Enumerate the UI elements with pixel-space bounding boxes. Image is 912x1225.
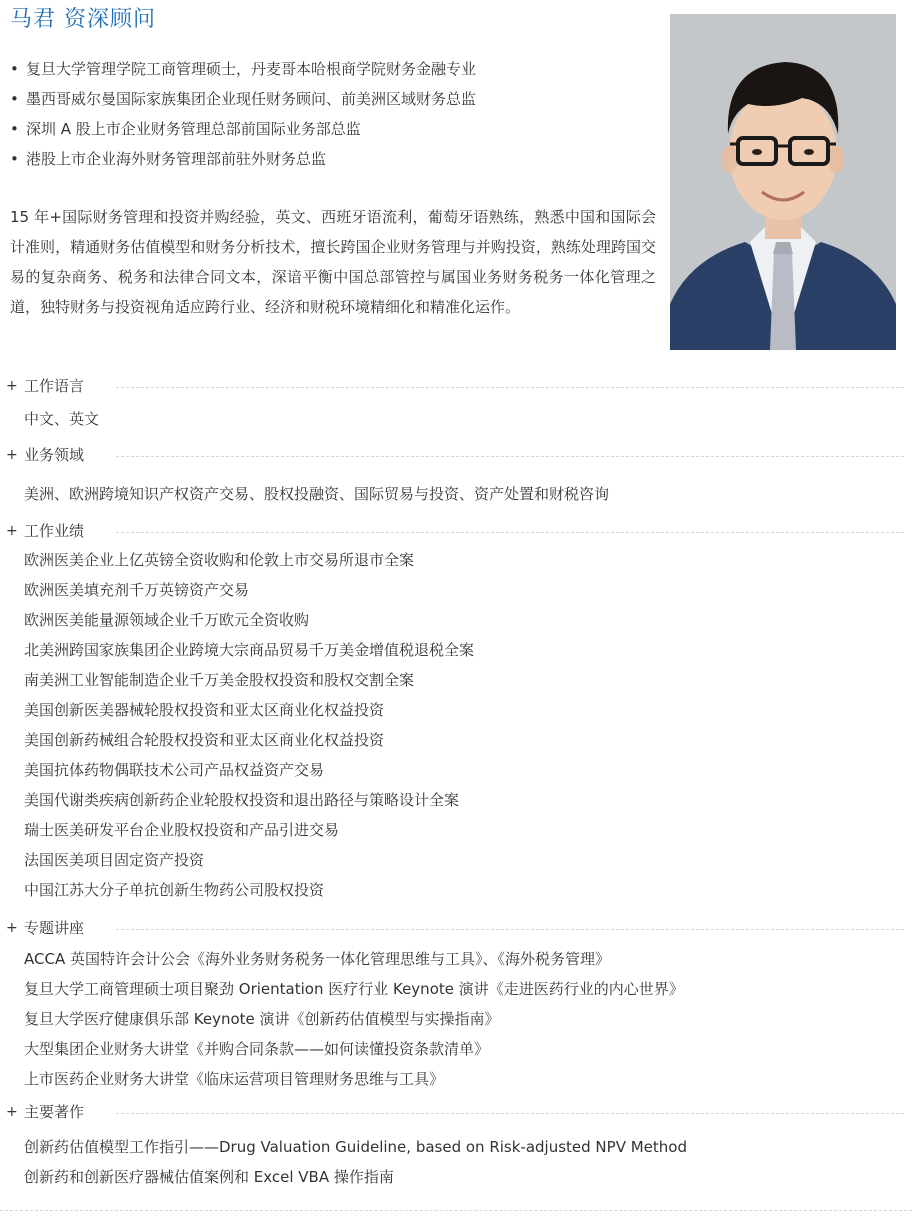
portrait-photo bbox=[670, 14, 896, 350]
divider bbox=[116, 1113, 904, 1114]
divider bbox=[116, 532, 904, 533]
list-item: 复旦大学医疗健康俱乐部 Keynote 演讲《创新药估值模型与实操指南》 bbox=[24, 1010, 500, 1028]
section-items bbox=[24, 1132, 687, 1192]
bottom-divider bbox=[0, 1210, 912, 1211]
list-item: 上市医药企业财务大讲堂《临床运营项目管理财务思维与工具》 bbox=[24, 1070, 445, 1088]
profile-title: 马君 资深顾问 bbox=[10, 7, 156, 32]
section-header[interactable] bbox=[6, 917, 904, 939]
section-header[interactable] bbox=[6, 520, 904, 542]
list-item: 美国创新药械组合轮股权投资和亚太区商业化权益投资 bbox=[24, 731, 385, 749]
list-item: 北美洲跨国家族集团企业跨境大宗商品贸易千万美金增值税退税全案 bbox=[24, 641, 475, 659]
section-items bbox=[24, 944, 684, 1094]
section-achievements bbox=[6, 520, 904, 899]
list-item: 复旦大学工商管理硕士项目聚劲 Orientation 医疗行业 Keynote 演讲《走进医药行业的内心世界》 bbox=[24, 980, 684, 998]
divider bbox=[116, 456, 904, 457]
section-lectures bbox=[6, 917, 904, 1088]
list-item: 法国医美项目固定资产投资 bbox=[24, 851, 205, 869]
list-item: 美国抗体药物偶联技术公司产品权益资产交易 bbox=[24, 761, 325, 779]
section-items bbox=[24, 479, 609, 509]
list-item: 美国创新医美器械轮股权投资和亚太区商业化权益投资 bbox=[24, 701, 385, 719]
credential-item: • 深圳 A 股上市企业财务管理总部前国际业务部总监 bbox=[10, 114, 660, 144]
list-item: 美洲、欧洲跨境知识产权资产交易、股权投融资、国际贸易与投资、资产处置和财税咨询 bbox=[24, 485, 610, 503]
list-item: 中国江苏大分子单抗创新生物药公司股权投资 bbox=[24, 881, 325, 899]
divider bbox=[116, 929, 904, 930]
credentials-list bbox=[10, 54, 660, 174]
list-item: 欧洲医美填充剂千万英镑资产交易 bbox=[24, 581, 250, 599]
list-item: 创新药和创新医疗器械估值案例和 Excel VBA 操作指南 bbox=[24, 1168, 394, 1186]
section-header[interactable] bbox=[6, 1101, 904, 1123]
credential-item: • 复旦大学管理学院工商管理硕士，丹麦哥本哈根商学院财务金融专业 bbox=[10, 54, 660, 84]
portrait-illustration bbox=[670, 14, 896, 350]
section-items bbox=[24, 404, 99, 434]
list-item: 中文、英文 bbox=[24, 410, 100, 428]
expand-icon[interactable]: + bbox=[6, 378, 18, 394]
bullet-icon: • bbox=[10, 60, 19, 78]
section-title: 工作业绩 bbox=[24, 522, 85, 540]
section-title: 工作语言 bbox=[24, 377, 85, 395]
section-header[interactable] bbox=[6, 444, 904, 466]
list-item: 创新药估值模型工作指引——Drug Valuation Guideline, based on Risk-adjusted NPV Method bbox=[24, 1138, 687, 1156]
profile-summary: 15 年+国际财务管理和投资并购经验，英文、西班牙语流利，葡萄牙语熟练，熟悉中国和国际会计准则，精通财务估值模型和财务分析技术，擅长跨国企业财务管理与并购投资，熟练处理跨国交易的复杂商务、税务和法律合同文本，深谙平衡中国总部管控与属国业务财务税务一体化管理之道，独特财务与投资视角适应跨行业、经济和财税环境精细化和精准化运作。 bbox=[10, 208, 656, 316]
section-publications bbox=[6, 1101, 904, 1186]
bullet-icon: • bbox=[10, 150, 19, 168]
credential-item: • 墨西哥威尔曼国际家族集团企业现任财务顾问、前美洲区域财务总监 bbox=[10, 84, 660, 114]
list-item: 欧洲医美能量源领域企业千万欧元全资收购 bbox=[24, 611, 310, 629]
section-title: 业务领域 bbox=[24, 446, 85, 464]
divider bbox=[116, 387, 904, 388]
section-title: 主要著作 bbox=[24, 1103, 85, 1121]
expand-icon[interactable]: + bbox=[6, 447, 18, 463]
credential-item: • 港股上市企业海外财务管理部前驻外财务总监 bbox=[10, 144, 660, 174]
list-item: 瑞士医美研发平台企业股权投资和产品引进交易 bbox=[24, 821, 340, 839]
list-item: 南美洲工业智能制造企业千万美金股权投资和股权交割全案 bbox=[24, 671, 415, 689]
section-header[interactable] bbox=[6, 375, 904, 397]
section-domains bbox=[6, 444, 904, 503]
section-items bbox=[24, 545, 474, 905]
list-item: 大型集团企业财务大讲堂《并购合同条款——如何读懂投资条款清单》 bbox=[24, 1040, 490, 1058]
bullet-icon: • bbox=[10, 90, 19, 108]
expand-icon[interactable]: + bbox=[6, 523, 18, 539]
list-item: ACCA 英国特许会计公会《海外业务财务税务一体化管理思维与工具》、《海外税务管理》 bbox=[24, 950, 610, 968]
list-item: 欧洲医美企业上亿英镑全资收购和伦敦上市交易所退市全案 bbox=[24, 551, 415, 569]
section-languages bbox=[6, 375, 904, 428]
bullet-icon: • bbox=[10, 120, 19, 138]
expand-icon[interactable]: + bbox=[6, 1104, 18, 1120]
expand-icon[interactable]: + bbox=[6, 920, 18, 936]
list-item: 美国代谢类疾病创新药企业轮股权投资和退出路径与策略设计全案 bbox=[24, 791, 460, 809]
section-title: 专题讲座 bbox=[24, 919, 85, 937]
